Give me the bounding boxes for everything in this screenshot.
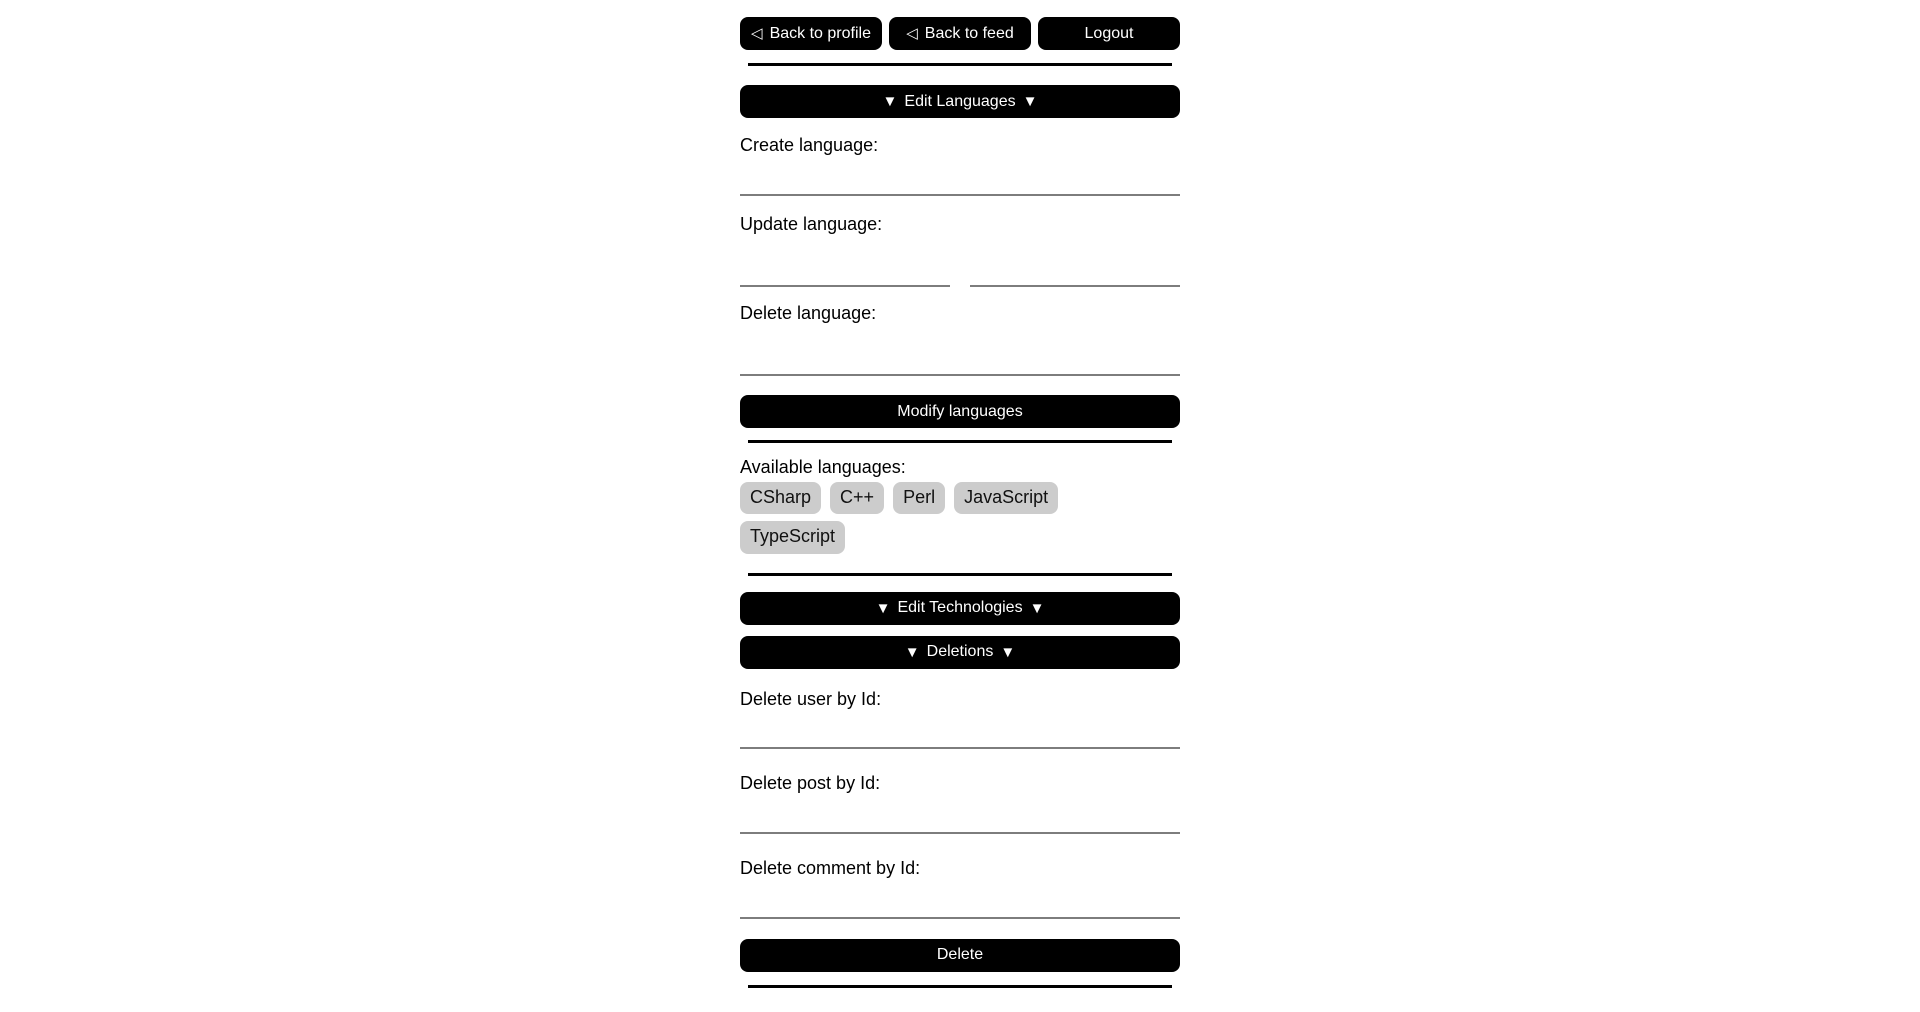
divider (748, 440, 1172, 443)
deletions-toggle[interactable] (740, 636, 1180, 669)
back-to-feed-button[interactable] (889, 17, 1031, 50)
dropdown-arrow-icon: ▼ (1000, 643, 1016, 661)
delete-post-id-input[interactable] (740, 794, 1180, 834)
deletions-label: Deletions (926, 643, 994, 661)
language-tag: CSharp (740, 482, 821, 514)
update-language-old-input[interactable] (740, 247, 950, 287)
delete-comment-id-input[interactable] (740, 879, 1180, 919)
dropdown-arrow-icon: ▼ (882, 93, 898, 110)
delete-button-label: Delete (936, 946, 984, 964)
dropdown-arrow-icon: ▼ (1029, 599, 1045, 617)
edit-technologies-toggle[interactable] (740, 592, 1180, 625)
language-tag: C++ (830, 482, 884, 514)
available-languages-label: Available languages: (740, 457, 906, 478)
back-to-profile-button[interactable] (740, 17, 882, 50)
divider (748, 985, 1172, 988)
top-nav (740, 17, 1180, 50)
logout-label: Logout (1084, 24, 1134, 42)
delete-language-input[interactable] (740, 336, 1180, 376)
language-tag: TypeScript (740, 521, 845, 553)
dropdown-arrow-icon: ▼ (904, 643, 920, 661)
dropdown-arrow-icon: ▼ (1022, 93, 1038, 110)
delete-user-label: Delete user by Id: (740, 688, 882, 709)
edit-technologies-label: Edit Technologies (897, 599, 1023, 617)
update-language-label: Update language: (740, 213, 883, 234)
edit-languages-label: Edit Languages (904, 92, 1016, 110)
delete-language-label: Delete language: (740, 303, 877, 324)
available-languages-list (740, 482, 1180, 561)
back-triangle-icon: ◁ (906, 25, 918, 42)
language-tag: Perl (893, 482, 945, 514)
create-language-input[interactable] (740, 156, 1180, 196)
dropdown-arrow-icon: ▼ (875, 599, 891, 617)
language-tag: JavaScript (954, 482, 1058, 514)
delete-comment-label: Delete comment by Id: (740, 857, 921, 878)
back-to-profile-label: Back to profile (769, 24, 871, 42)
update-language-inputs (740, 247, 1180, 287)
divider (748, 63, 1172, 66)
delete-user-id-input[interactable] (740, 709, 1180, 749)
back-to-feed-label: Back to feed (924, 24, 1014, 42)
divider (748, 573, 1172, 576)
modify-languages-button[interactable] (740, 395, 1180, 428)
delete-button[interactable] (740, 939, 1180, 972)
delete-post-label: Delete post by Id: (740, 773, 881, 794)
logout-button[interactable] (1038, 17, 1180, 50)
edit-languages-toggle[interactable] (740, 85, 1180, 118)
modify-languages-label: Modify languages (897, 402, 1023, 420)
update-language-new-input[interactable] (970, 247, 1180, 287)
create-language-label: Create language: (740, 135, 879, 155)
admin-panel (740, 0, 1180, 988)
back-triangle-icon: ◁ (751, 25, 763, 42)
